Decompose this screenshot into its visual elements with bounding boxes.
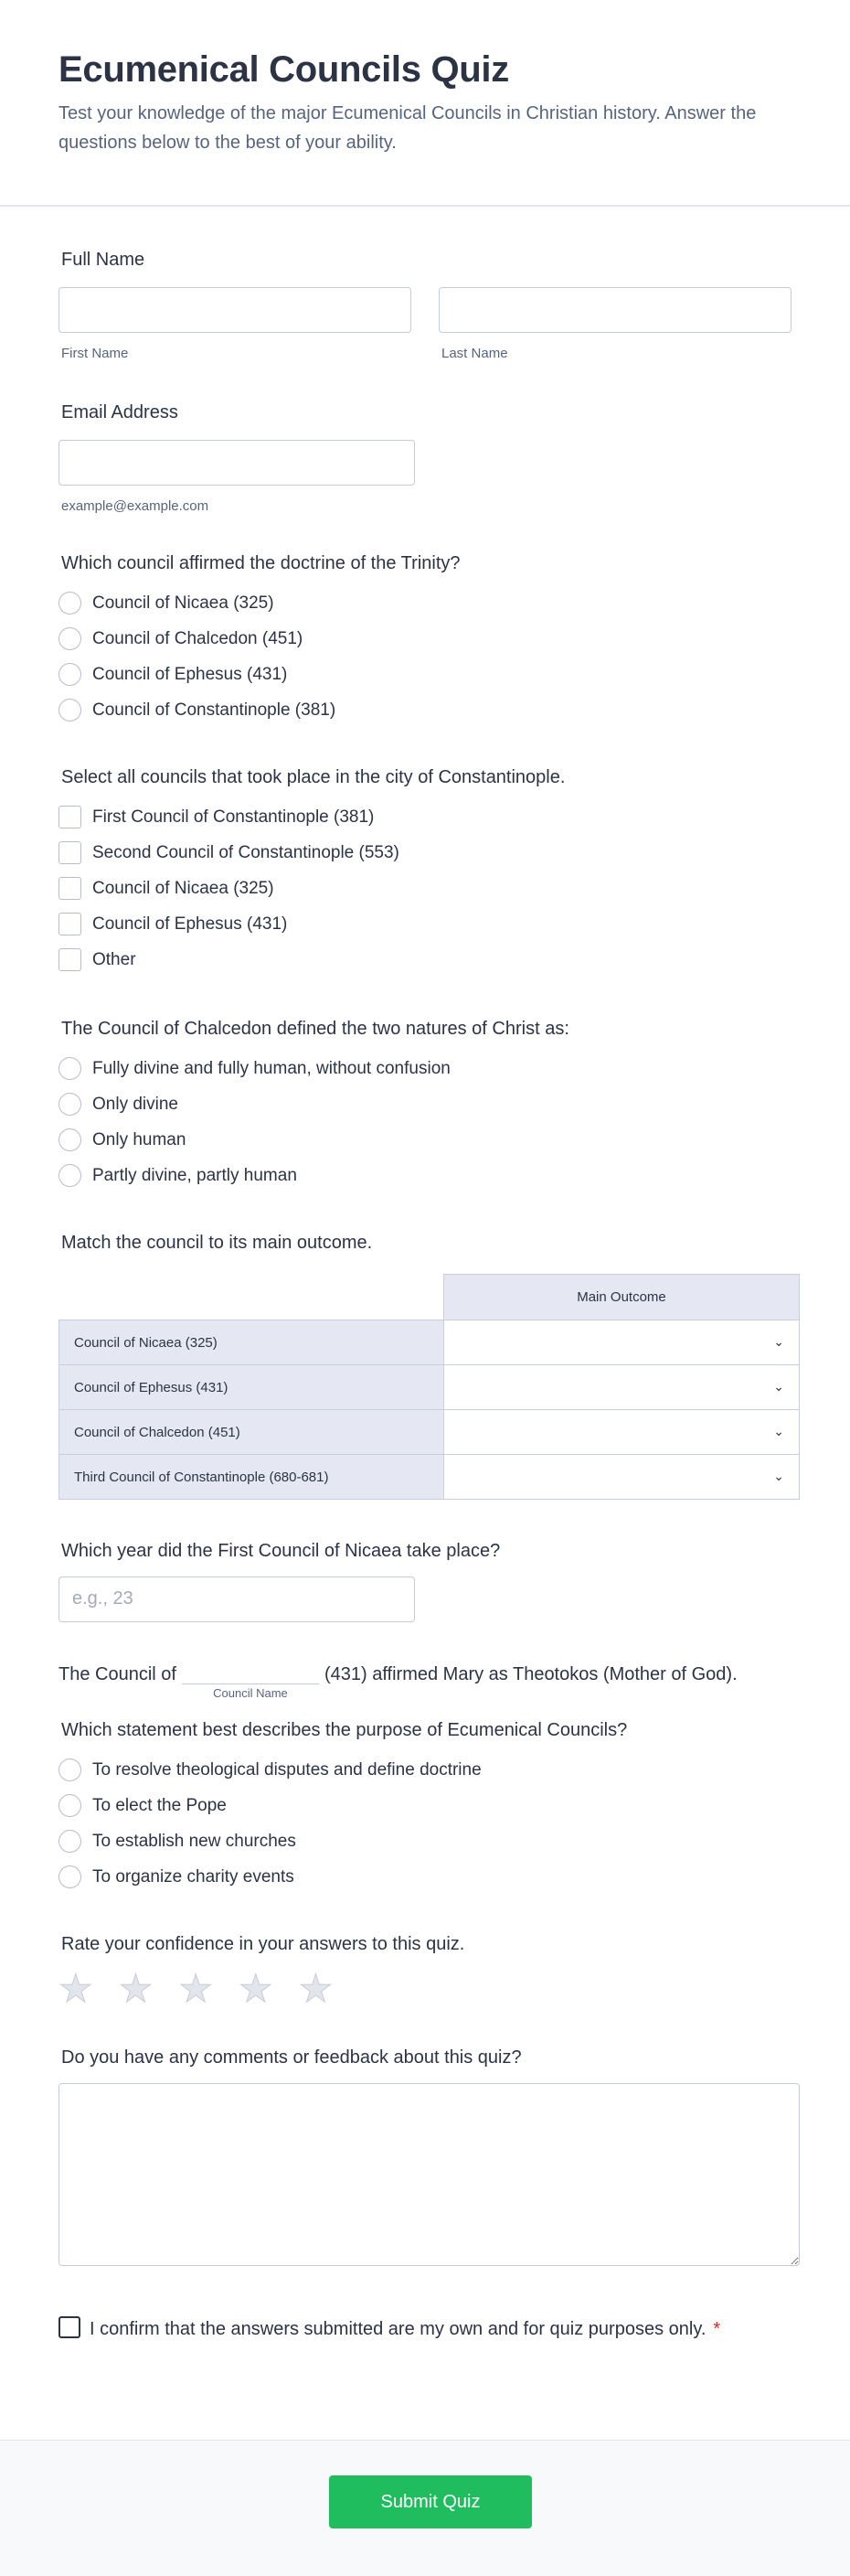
council-name-blank[interactable] bbox=[182, 1661, 319, 1700]
radio-button[interactable] bbox=[58, 663, 81, 686]
matrix-row bbox=[59, 1365, 800, 1410]
checkbox-option[interactable]: First Council of Constantinople (381) bbox=[58, 799, 792, 835]
checkbox-option[interactable]: Second Council of Constantinople (553) bbox=[58, 835, 792, 871]
radio-button[interactable] bbox=[58, 1865, 81, 1888]
radio-button[interactable] bbox=[58, 627, 81, 650]
question-fill-blank bbox=[58, 1661, 792, 1700]
radio-option[interactable]: Partly divine, partly human bbox=[58, 1158, 792, 1193]
fill-prefix: The Council of bbox=[58, 1664, 176, 1684]
submit-button[interactable]: Submit Quiz bbox=[329, 2475, 532, 2528]
chevron-down-icon: ⌄ bbox=[773, 1379, 784, 1394]
full-name-section bbox=[58, 247, 792, 361]
question-label: Match the council to its main outcome. bbox=[61, 1233, 373, 1253]
chevron-down-icon: ⌄ bbox=[773, 1334, 784, 1349]
last-name-sublabel: Last Name bbox=[441, 346, 508, 361]
question-chalcedon bbox=[58, 1016, 792, 1193]
form-body bbox=[0, 247, 850, 2342]
question-label: Rate your confidence in your answers to this quiz. bbox=[61, 1934, 465, 1954]
radio-button[interactable] bbox=[58, 1794, 81, 1817]
first-name-input[interactable] bbox=[58, 287, 411, 333]
first-name-sublabel: First Name bbox=[61, 346, 129, 361]
radio-button[interactable] bbox=[58, 592, 81, 615]
radio-option[interactable]: Council of Chalcedon (451) bbox=[58, 621, 792, 657]
radio-button[interactable] bbox=[58, 1057, 81, 1080]
star-icon[interactable]: ★ bbox=[118, 1967, 154, 2010]
matrix-row-label: Council of Ephesus (431) bbox=[59, 1365, 444, 1410]
form-footer bbox=[0, 2440, 850, 2576]
matrix-row-label: Third Council of Constantinople (680-681) bbox=[59, 1455, 444, 1500]
checkbox[interactable] bbox=[58, 948, 81, 971]
checkbox[interactable] bbox=[58, 806, 81, 828]
question-label: Which statement best describes the purpose of Ecumenical Councils? bbox=[61, 1720, 628, 1740]
question-label: Which year did the First Council of Nicaea take place? bbox=[61, 1541, 501, 1561]
outcome-dropdown[interactable] bbox=[444, 1365, 800, 1410]
checkbox[interactable] bbox=[58, 877, 81, 900]
question-label: Do you have any comments or feedback about this quiz? bbox=[61, 2047, 522, 2068]
outcome-dropdown[interactable] bbox=[444, 1320, 800, 1365]
outcome-dropdown[interactable] bbox=[444, 1455, 800, 1500]
radio-button[interactable] bbox=[58, 1758, 81, 1781]
question-label: The Council of Chalcedon defined the two natures of Christ as: bbox=[61, 1019, 569, 1039]
matrix-row bbox=[59, 1455, 800, 1500]
question-purpose bbox=[58, 1717, 792, 1895]
star-icon[interactable]: ★ bbox=[238, 1967, 273, 2010]
checkbox[interactable] bbox=[58, 913, 81, 935]
radio-button[interactable] bbox=[58, 1093, 81, 1116]
checkbox-option[interactable]: Council of Ephesus (431) bbox=[58, 906, 792, 942]
matrix-row-label: Council of Nicaea (325) bbox=[59, 1320, 444, 1365]
question-label: Which council affirmed the doctrine of the Trinity? bbox=[61, 553, 461, 573]
star-icon[interactable]: ★ bbox=[298, 1967, 334, 2010]
radio-option[interactable]: Only divine bbox=[58, 1086, 792, 1122]
question-trinity bbox=[58, 550, 792, 728]
matrix-row-label: Council of Chalcedon (451) bbox=[59, 1410, 444, 1455]
confirm-section bbox=[58, 2316, 753, 2342]
chevron-down-icon: ⌄ bbox=[773, 1424, 784, 1438]
checkbox-option[interactable]: Other bbox=[58, 942, 792, 978]
chevron-down-icon: ⌄ bbox=[773, 1469, 784, 1483]
full-name-label: Full Name bbox=[61, 250, 145, 270]
required-mark: * bbox=[713, 2319, 721, 2339]
question-nicaea-year bbox=[58, 1538, 792, 1622]
radio-option[interactable]: To establish new churches bbox=[58, 1823, 792, 1859]
outcome-dropdown[interactable] bbox=[444, 1410, 800, 1455]
radio-button[interactable] bbox=[58, 1830, 81, 1853]
council-name-input[interactable] bbox=[182, 1661, 319, 1684]
question-constantinople bbox=[58, 764, 792, 978]
star-rating bbox=[58, 1967, 792, 2010]
confirm-checkbox[interactable] bbox=[58, 2316, 80, 2338]
matrix-column-header: Main Outcome bbox=[444, 1275, 800, 1320]
matrix-table bbox=[58, 1274, 800, 1500]
form-title: Ecumenical Councils Quiz bbox=[58, 49, 509, 90]
email-sublabel: example@example.com bbox=[61, 498, 209, 514]
comments-textarea[interactable] bbox=[58, 2083, 800, 2266]
confirm-text: I confirm that the answers submitted are my own and for quiz purposes only. bbox=[90, 2319, 707, 2339]
radio-option[interactable]: Council of Nicaea (325) bbox=[58, 585, 792, 621]
year-placeholder: e.g., 23 bbox=[72, 1588, 133, 1609]
radio-option[interactable]: To resolve theological disputes and define doctrine bbox=[58, 1752, 792, 1788]
radio-button[interactable] bbox=[58, 1164, 81, 1187]
council-name-caption: Council Name bbox=[213, 1686, 288, 1700]
form-header bbox=[0, 0, 850, 207]
radio-option[interactable]: Council of Ephesus (431) bbox=[58, 657, 792, 692]
question-rating bbox=[58, 1931, 792, 2008]
question-matrix bbox=[58, 1230, 792, 1500]
checkbox[interactable] bbox=[58, 841, 81, 864]
matrix-row bbox=[59, 1320, 800, 1365]
fill-suffix: (431) affirmed Mary as Theotokos (Mother of God). bbox=[324, 1664, 738, 1684]
radio-button[interactable] bbox=[58, 699, 81, 721]
email-section bbox=[58, 400, 792, 514]
radio-button[interactable] bbox=[58, 1128, 81, 1151]
matrix-row bbox=[59, 1410, 800, 1455]
radio-option[interactable]: Only human bbox=[58, 1122, 792, 1158]
checkbox-option[interactable]: Council of Nicaea (325) bbox=[58, 871, 792, 906]
year-input[interactable] bbox=[58, 1577, 415, 1622]
radio-option[interactable]: Council of Constantinople (381) bbox=[58, 692, 792, 728]
radio-option[interactable]: To elect the Pope bbox=[58, 1788, 792, 1823]
email-label: Email Address bbox=[61, 402, 178, 422]
email-input[interactable] bbox=[58, 440, 415, 486]
star-icon[interactable]: ★ bbox=[178, 1967, 213, 2010]
form-subtitle: Test your knowledge of the major Ecumenical Councils in Christian history. Answer the questions below to the best of your ability. bbox=[58, 103, 757, 153]
star-icon[interactable]: ★ bbox=[58, 1967, 93, 2010]
last-name-input[interactable] bbox=[439, 287, 792, 333]
question-label: Select all councils that took place in the city of Constantinople. bbox=[61, 767, 566, 787]
radio-option[interactable]: To organize charity events bbox=[58, 1859, 792, 1895]
question-comments bbox=[58, 2045, 792, 2271]
radio-option[interactable]: Fully divine and fully human, without confusion bbox=[58, 1051, 792, 1086]
